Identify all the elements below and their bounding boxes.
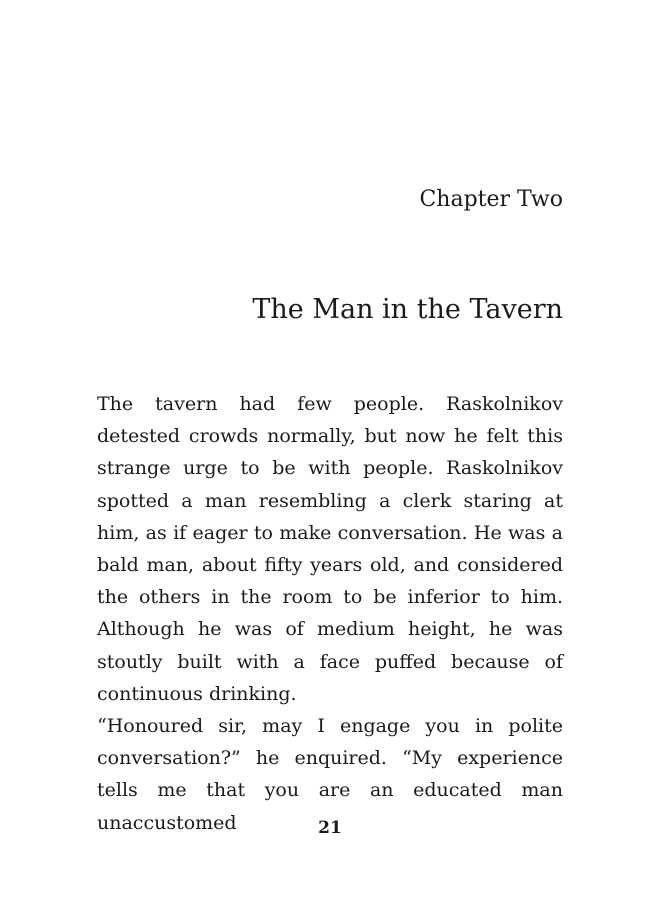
paragraph: The tavern had few people. Raskolnikov detested crowds normally, but now he felt this strange urge to be with people. Raskolnikov spotted a man resembling a clerk staring at him, as if eager to make conversation. He was a bald man, about fifty years old, and considered the others in the room to be inferior to him. Although he was of medium height, he was stoutly built with a face puffed because of continuous drinking. bbox=[97, 393, 563, 705]
paragraph: “Honoured sir, may I engage you in polite conversation?” he enquired. “My experience tells me that you are an educated man unaccustomed bbox=[97, 715, 563, 834]
chapter-title: The Man in the Tavern bbox=[252, 294, 563, 325]
page-number: 21 bbox=[318, 818, 342, 838]
body-text bbox=[97, 388, 563, 839]
chapter-label: Chapter Two bbox=[419, 187, 563, 212]
